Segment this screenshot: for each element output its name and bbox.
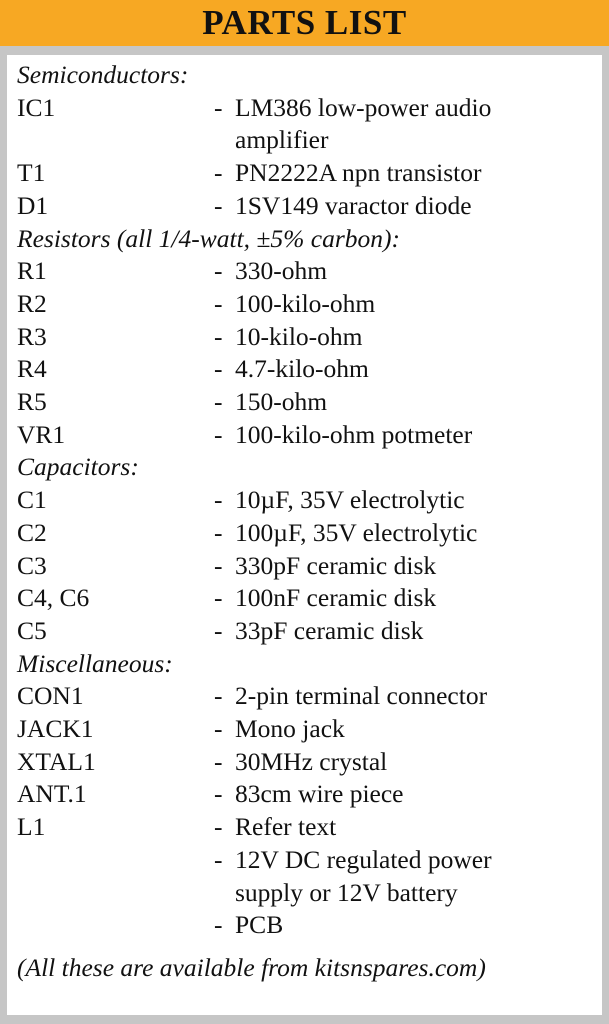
part-row (17, 680, 602, 713)
part-description: 100nF ceramic disk (235, 583, 437, 613)
part-reference: XTAL1 (17, 746, 96, 776)
part-description: 2-pin terminal connector (235, 681, 488, 711)
part-description: 33pF ceramic disk (235, 615, 424, 645)
part-reference: C1 (17, 485, 47, 515)
part-row (17, 484, 602, 517)
part-row (17, 615, 602, 648)
part-description: 30MHz crystal (235, 746, 388, 776)
part-row (17, 92, 602, 125)
part-row (17, 844, 602, 877)
part-description: 4.7-kilo-ohm (235, 354, 369, 384)
dash-separator: - (214, 746, 223, 776)
section-heading: Semiconductors: (17, 60, 189, 89)
part-row (17, 288, 602, 321)
part-description: 12V DC regulated power (235, 844, 492, 874)
part-row (17, 517, 602, 550)
part-row (17, 386, 602, 419)
dash-separator: - (214, 779, 223, 809)
part-reference: D1 (17, 190, 49, 220)
part-reference: C4, C6 (17, 583, 90, 613)
part-reference: R3 (17, 321, 47, 351)
part-description: 10-kilo-ohm (235, 321, 363, 351)
dash-separator: - (214, 92, 223, 122)
part-description: PCB (235, 910, 284, 940)
part-reference (17, 877, 214, 910)
availability-note: (All these are available from kitsnspares.com) (17, 952, 486, 982)
part-reference: C5 (17, 615, 47, 645)
dash-separator: - (214, 190, 223, 220)
part-row (17, 124, 602, 157)
dash-separator: - (214, 812, 223, 842)
dash-separator: - (214, 321, 223, 351)
dash-separator: - (214, 256, 223, 286)
part-description: amplifier (235, 125, 329, 155)
part-description: 83cm wire piece (235, 779, 404, 809)
part-description: Refer text (235, 812, 337, 842)
dash-separator: - (214, 158, 223, 188)
dash-separator: - (214, 681, 223, 711)
dash-separator: - (214, 419, 223, 449)
part-description: 1SV149 varactor diode (235, 190, 472, 220)
dash-separator: - (214, 517, 223, 547)
parts-list-title: PARTS LIST (202, 3, 407, 42)
part-description: 330-ohm (235, 256, 328, 286)
dash-separator: - (214, 288, 223, 318)
part-row (17, 746, 602, 779)
part-row (17, 582, 602, 615)
part-description: 330pF ceramic disk (235, 550, 437, 580)
part-description: PN2222A npn transistor (235, 158, 482, 188)
dash-separator: - (214, 583, 223, 613)
dash-separator: - (214, 615, 223, 645)
part-row (17, 419, 602, 452)
section-heading: Miscellaneous: (17, 648, 173, 678)
part-reference: JACK1 (17, 714, 94, 744)
part-description: 150-ohm (235, 387, 328, 417)
part-row (17, 321, 602, 354)
part-reference: C2 (17, 517, 47, 547)
dash-separator: - (214, 387, 223, 417)
part-description: supply or 12V battery (235, 877, 458, 907)
part-row (17, 353, 602, 386)
part-reference: R1 (17, 256, 47, 286)
part-reference: R4 (17, 354, 47, 384)
parts-sections (17, 59, 602, 942)
part-reference: R2 (17, 288, 47, 318)
part-description: 100-kilo-ohm (235, 288, 376, 318)
part-reference: VR1 (17, 419, 66, 449)
dash-separator: - (214, 354, 223, 384)
part-row (17, 778, 602, 811)
part-description: 100µF, 35V electrolytic (235, 517, 478, 547)
part-description: 100-kilo-ohm potmeter (235, 419, 473, 449)
part-row (17, 190, 602, 223)
part-description: LM386 low-power audio (235, 92, 492, 122)
dash-separator: - (214, 550, 223, 580)
dash-separator: - (214, 485, 223, 515)
dash-separator: - (214, 910, 223, 940)
dash-separator: - (214, 714, 223, 744)
part-description: Mono jack (235, 714, 345, 744)
part-row (17, 909, 602, 942)
part-row (17, 255, 602, 288)
part-reference: R5 (17, 387, 47, 417)
part-row (17, 811, 602, 844)
part-row (17, 713, 602, 746)
dash-separator (214, 124, 235, 157)
part-row (17, 877, 602, 910)
part-reference: ANT.1 (17, 779, 87, 809)
part-reference: L1 (17, 812, 46, 842)
part-reference (17, 844, 214, 877)
part-row (17, 550, 602, 583)
part-description: 10µF, 35V electrolytic (235, 485, 465, 515)
section-heading: Capacitors: (17, 452, 139, 482)
dash-separator: - (214, 844, 223, 874)
part-reference: T1 (17, 158, 46, 188)
part-reference (17, 909, 214, 942)
part-reference: CON1 (17, 681, 84, 711)
part-reference: IC1 (17, 92, 56, 122)
section-heading: Resistors (all 1/4-watt, ±5% carbon): (17, 223, 401, 253)
part-reference: C3 (17, 550, 47, 580)
dash-separator (214, 877, 235, 910)
part-reference (17, 124, 214, 157)
parts-list-panel (7, 55, 602, 1015)
parts-list-header (0, 0, 609, 46)
part-row (17, 157, 602, 190)
